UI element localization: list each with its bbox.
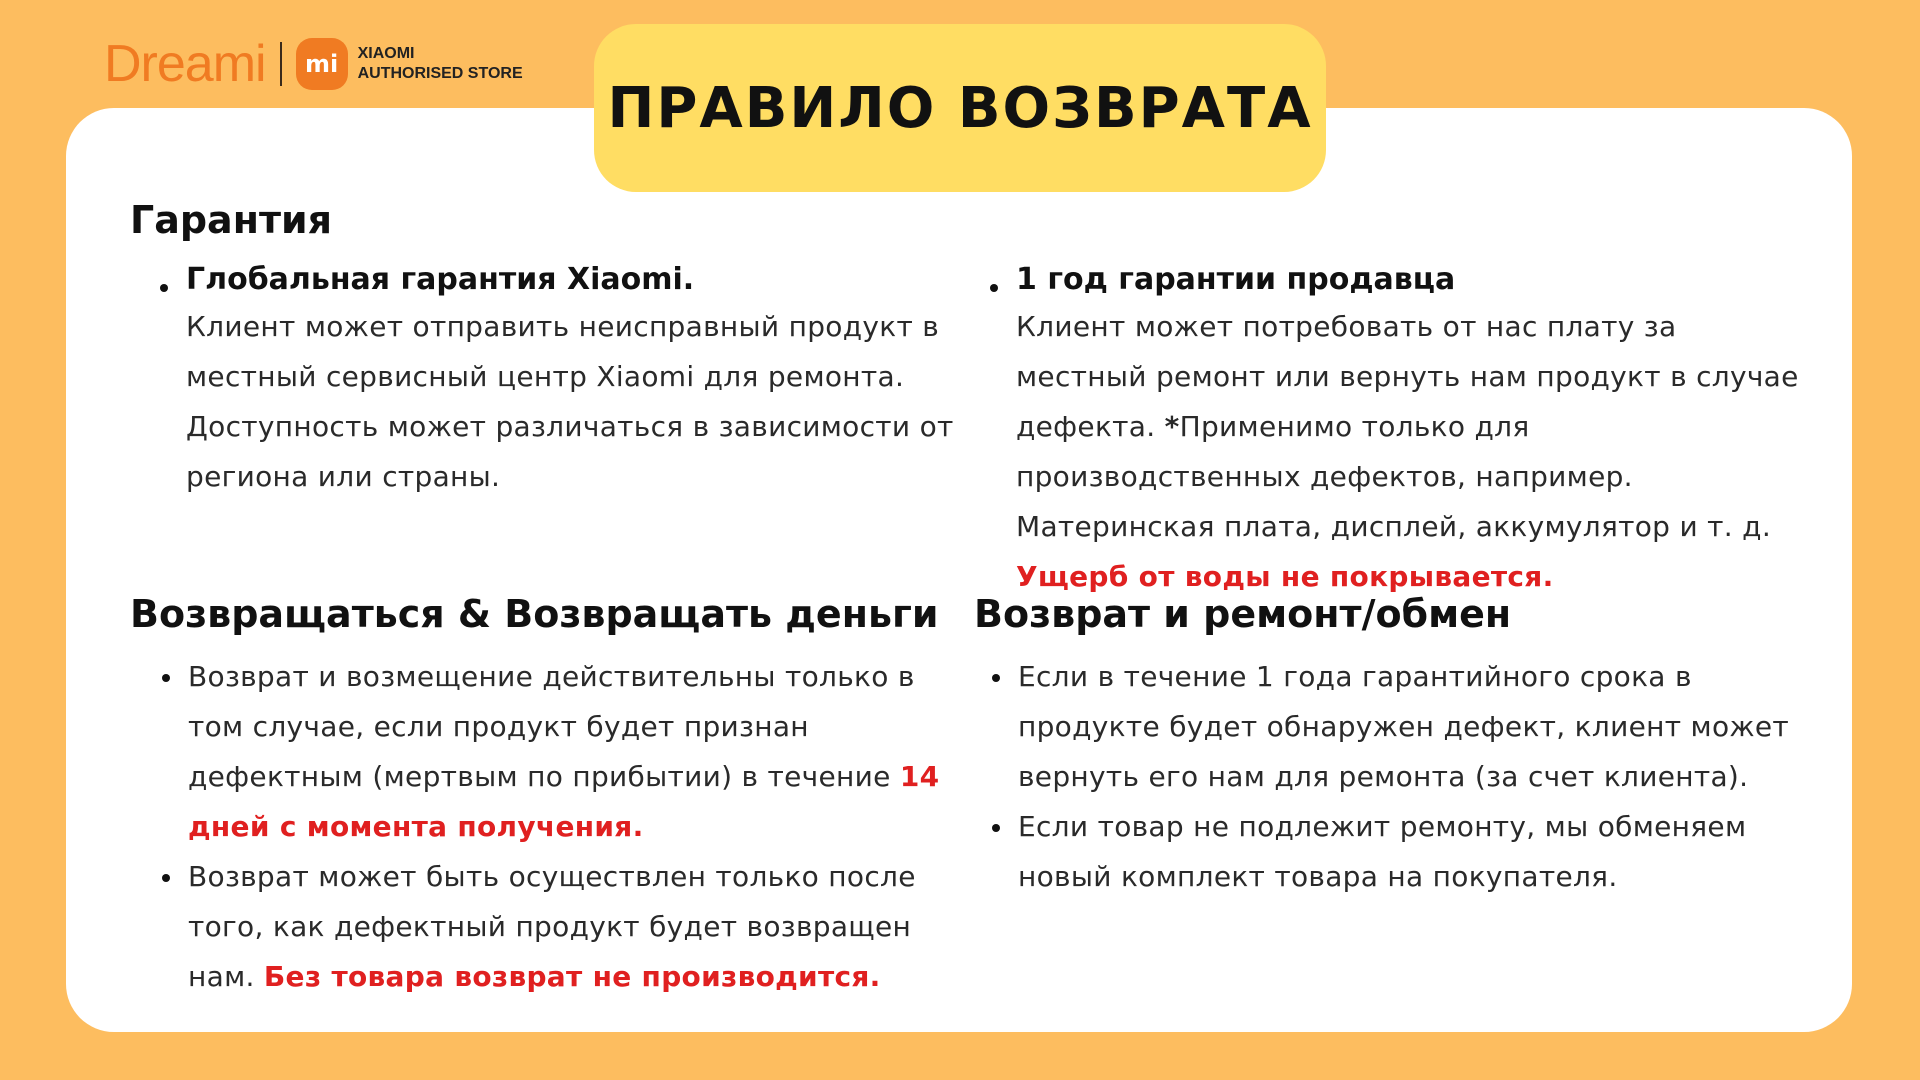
global-warranty-item (186, 262, 986, 502)
repair-heading: Возврат и ремонт/обмен (974, 592, 1512, 636)
global-warranty-title: Глобальная гарантия Xiaomi. (186, 262, 695, 297)
seller-warranty-note: Применимо только для производственных дефектов, например. Материнская плата, дисплей, аккумулятор и т. д. (1016, 410, 1772, 543)
returns-item-1-highlight: 14 дней с момента получения. (188, 760, 940, 843)
returns-item-1 (188, 652, 958, 852)
returns-heading: Возвращаться & Возвращать деньги (130, 592, 939, 636)
seller-warranty-block (1016, 262, 1816, 602)
xiaomi-label-line2: AUTHORISED STORE (357, 65, 523, 82)
repair-list (1018, 652, 1818, 902)
policy-card (66, 108, 1852, 1032)
repair-item-2: Если товар не подлежит ремонту, мы обменяем новый комплект товара на покупателя. (1018, 802, 1818, 902)
logo-divider (280, 42, 282, 86)
xiaomi-authorised-label (358, 44, 523, 84)
returns-item-2-highlight: Без товара возврат не производится. (263, 960, 881, 993)
returns-list (188, 652, 958, 1002)
dreami-logo-text: Dreami (104, 35, 266, 93)
global-warranty-text: Клиент может отправить неисправный продукт в местный сервисный центр Xiaomi для ремонта. Доступность может различаться в зависимости от региона или страны. (186, 310, 954, 493)
xiaomi-label-line1: XIAOMI (357, 45, 415, 62)
page-title: ПРАВИЛО ВОЗВРАТА (607, 75, 1313, 141)
title-banner (594, 24, 1326, 192)
returns-item-2-text: Возврат может быть осуществлен только после того, как дефектный продукт будет возвращен нам. (188, 860, 916, 993)
global-warranty-block (186, 262, 986, 502)
water-damage-warning: Ущерб от воды не покрывается. (1016, 560, 1554, 593)
store-logo (104, 36, 523, 92)
asterisk-mark: * (1164, 410, 1180, 443)
repair-item-1: Если в течение 1 года гарантийного срока в продукте будет обнаружен дефект, клиент может вернуть его нам для ремонта (за счет клиента). (1018, 652, 1818, 802)
returns-section (130, 592, 950, 638)
returns-item-2 (188, 852, 958, 1002)
seller-warranty-body (1016, 302, 1816, 602)
seller-warranty-text: Клиент может потребовать от нас плату за местный ремонт или вернуть нам продукт в случае дефекта. (1016, 310, 1799, 443)
repair-section (974, 592, 1794, 638)
seller-warranty-item (1016, 262, 1816, 602)
warranty-heading: Гарантия (130, 198, 333, 242)
warranty-section (130, 198, 332, 244)
returns-item-1-text: Возврат и возмещение действительны только в том случае, если продукт будет признан дефектным (мертвым по прибытии) в течение (188, 660, 915, 793)
seller-warranty-title: 1 год гарантии продавца (1016, 262, 1456, 297)
xiaomi-mi-icon: mi (296, 38, 348, 90)
